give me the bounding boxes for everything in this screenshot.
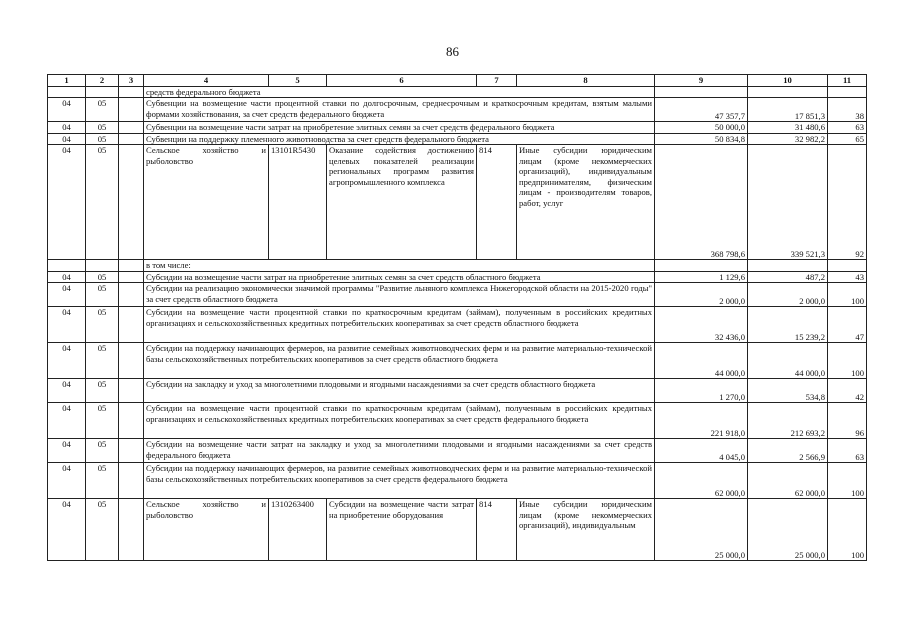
actual-value: 62 000,0 [748,463,828,499]
table-cell [119,343,144,379]
table-cell [119,499,144,561]
table-cell [86,260,119,272]
table-cell [119,260,144,272]
row-description: Субсидии на возмещение части затрат на приобретение элитных семян за счет средств областного бюджета [144,271,655,283]
table-cell [119,271,144,283]
percent-value: 63 [828,439,867,463]
percent-value: 92 [828,145,867,260]
section-code: 04 [48,122,86,134]
table-row [48,403,867,439]
table-row [48,133,867,145]
table-cell [119,133,144,145]
planned-value: 368 798,6 [655,145,748,260]
header-cell: 11 [828,75,867,87]
table-cell [748,260,828,272]
subsection-code: 05 [86,122,119,134]
actual-value: 2 566,9 [748,439,828,463]
section-code: 04 [48,307,86,343]
table-row [48,499,867,561]
percent-value: 100 [828,343,867,379]
header-cell: 2 [86,75,119,87]
subsection-code: 05 [86,98,119,122]
planned-value: 25 000,0 [655,499,748,561]
header-cell: 1 [48,75,86,87]
target-description: Субсидии на возмещение части затрат на приобретение оборудования [327,499,477,561]
planned-value: 44 000,0 [655,343,748,379]
table-cell [119,145,144,260]
actual-value: 2 000,0 [748,283,828,307]
subsection-code: 05 [86,133,119,145]
row-description: Субсидии на поддержку начинающих фермеров, на развитие семейных животноводческих ферм и на развитие материально-технической базы сельскохозяйственных потребительских кооперативов за счет средств федерального бюджета [144,463,655,499]
target-code: 1310263400 [269,499,327,561]
section-code: 04 [48,133,86,145]
target-description: Оказание содействия достижению целевых показателей реализации региональных программ развития агропромышленного комплекса [327,145,477,260]
subsection-code: 05 [86,379,119,403]
section-code: 04 [48,499,86,561]
table-row [48,86,867,98]
actual-value: 487,2 [748,271,828,283]
expense-type-description: Иные субсидии юридическим лицам (кроме некоммерческих организаций), индивидуальным предпринимателям, физическим лицам - производителям товаров, работ, услуг [517,145,655,260]
planned-value: 4 045,0 [655,439,748,463]
table-cell [119,379,144,403]
planned-value: 32 436,0 [655,307,748,343]
table-row [48,145,867,260]
program-name: Сельское хозяйство и рыболовство [144,499,269,561]
subsection-code: 05 [86,463,119,499]
percent-value: 65 [828,133,867,145]
program-name: Сельское хозяйство и рыболовство [144,145,269,260]
table-cell [655,260,748,272]
header-cell: 10 [748,75,828,87]
actual-value: 17 851,3 [748,98,828,122]
row-description: Субсидии на возмещение части процентной ставки по краткосрочным кредитам (займам), полученным в российских кредитных организациях и сельскохозяйственных кредитных потребительских кооперативах за счет средств федерального бюджета [144,403,655,439]
expense-type-code: 814 [477,145,517,260]
planned-value: 50 834,8 [655,133,748,145]
table-cell [119,283,144,307]
header-cell: 8 [517,75,655,87]
row-description: Субвенции на возмещение части процентной ставки по долгосрочным, среднесрочным и краткосрочным кредитам, взятым малыми формами хозяйствования, за счет средств федерального бюджета [144,98,655,122]
subsection-code: 05 [86,271,119,283]
table-cell [48,260,86,272]
subsection-code: 05 [86,145,119,260]
section-code: 04 [48,343,86,379]
subsection-code: 05 [86,499,119,561]
percent-value: 38 [828,98,867,122]
table-row [48,260,867,272]
planned-value: 221 918,0 [655,403,748,439]
table-cell [119,403,144,439]
actual-value: 32 982,2 [748,133,828,145]
including-label: в том числе: [144,260,655,272]
planned-value: 47 357,7 [655,98,748,122]
section-code: 04 [48,283,86,307]
header-cell: 9 [655,75,748,87]
percent-value: 100 [828,283,867,307]
section-code: 04 [48,379,86,403]
actual-value: 212 693,2 [748,403,828,439]
header-cell: 5 [269,75,327,87]
planned-value: 50 000,0 [655,122,748,134]
section-code: 04 [48,439,86,463]
table-row [48,122,867,134]
table-row [48,439,867,463]
row-description: Субвенции на поддержку племенного животноводства за счет средств федерального бюджета [144,133,655,145]
table-row [48,463,867,499]
actual-value: 534,8 [748,379,828,403]
subsection-code: 05 [86,343,119,379]
row-description: Субвенции на возмещение части затрат на приобретение элитных семян за счет средств федерального бюджета [144,122,655,134]
percent-value: 96 [828,403,867,439]
table-row [48,379,867,403]
section-code: 04 [48,271,86,283]
subsection-code: 05 [86,439,119,463]
table-row [48,283,867,307]
actual-value: 15 239,2 [748,307,828,343]
expense-type-description: Иные субсидии юридическим лицам (кроме некоммерческих организаций), индивидуальным [517,499,655,561]
actual-value: 339 521,3 [748,145,828,260]
table-row [48,307,867,343]
page-number: 86 [446,44,459,59]
section-code: 04 [48,463,86,499]
subsection-code: 05 [86,307,119,343]
table-row [48,98,867,122]
planned-value: 1 129,6 [655,271,748,283]
header-cell: 7 [477,75,517,87]
subsection-code: 05 [86,283,119,307]
row-description: Субсидии на поддержку начинающих фермеров, на развитие семейных животноводческих ферм и на развитие материально-технической базы сельскохозяйственных потребительских кооперативов за счет средств областного бюджета [144,343,655,379]
percent-value: 100 [828,499,867,561]
table-cell [828,260,867,272]
planned-value: 2 000,0 [655,283,748,307]
header-cell: 3 [119,75,144,87]
header-cell: 6 [327,75,477,87]
percent-value: 100 [828,463,867,499]
actual-value: 25 000,0 [748,499,828,561]
actual-value: 31 480,6 [748,122,828,134]
subsection-code: 05 [86,403,119,439]
budget-table [47,74,867,561]
row-description: Субсидии на реализацию экономически значимой программы "Развитие льняного комплекса Нижегородской области на 2015-2020 годы" за счет средств областного бюджета [144,283,655,307]
section-code: 04 [48,145,86,260]
header-row [48,75,867,87]
section-code: 04 [48,403,86,439]
row-description: Субсидии на возмещение части затрат на закладку и уход за многолетними плодовыми и ягодными насаждениями за счет средств федерального бюджета [144,439,655,463]
row-description: Субсидии на закладку и уход за многолетними плодовыми и ягодными насаждениями за счет средств областного бюджета [144,379,655,403]
row-description: Субсидии на возмещение части процентной ставки по краткосрочным кредитам (займам), полученным в российских кредитных организациях и сельскохозяйственных кредитных потребительских кооперативах за счет средств областного бюджета [144,307,655,343]
percent-value: 42 [828,379,867,403]
percent-value: 63 [828,122,867,134]
planned-value: 62 000,0 [655,463,748,499]
section-code: 04 [48,98,86,122]
row-description: средств федерального бюджета [144,86,655,98]
table-row [48,271,867,283]
expense-type-code: 814 [477,499,517,561]
table-cell [119,439,144,463]
header-cell: 4 [144,75,269,87]
planned-value: 1 270,0 [655,379,748,403]
table-row [48,343,867,379]
table-cell [119,98,144,122]
table-cell [119,463,144,499]
actual-value: 44 000,0 [748,343,828,379]
percent-value: 43 [828,271,867,283]
percent-value: 47 [828,307,867,343]
table-cell [119,122,144,134]
target-code: 13101R5430 [269,145,327,260]
table-cell [119,307,144,343]
